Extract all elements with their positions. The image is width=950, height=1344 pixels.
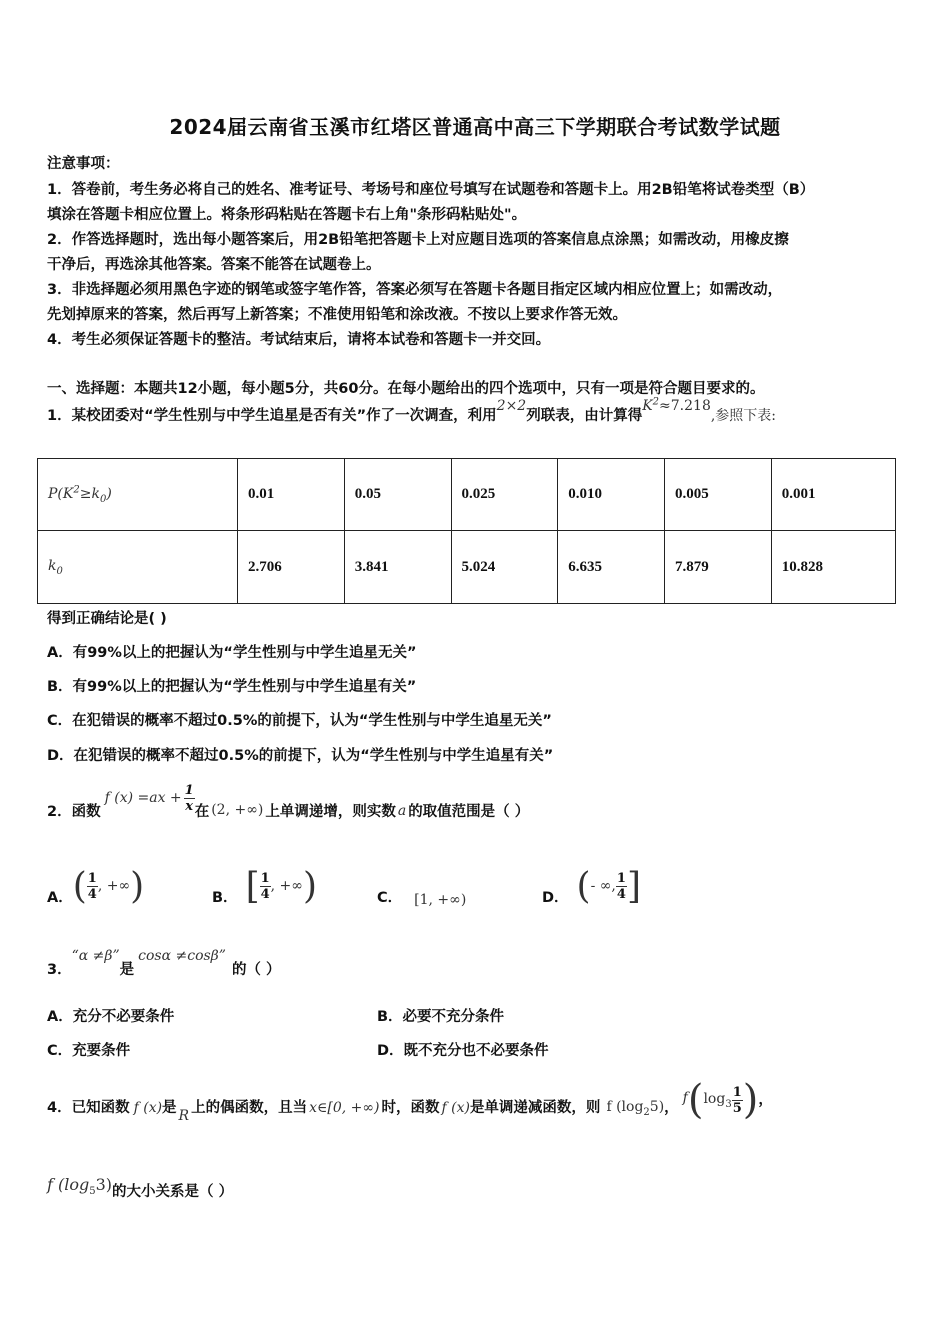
page-title: 2024届云南省玉溪市红塔区普通高中高三下学期联合考试数学试题: [169, 115, 781, 139]
table-cell: 0.01: [238, 459, 345, 531]
notice-line: 1．答卷前，考生务必将自己的姓名、准考证号、考场号和座位号填写在试题卷和答题卡上。用2B铅笔将试卷类型（B）: [47, 182, 815, 198]
right-paren: ): [302, 865, 317, 907]
option-b[interactable]: B． [ $\frac{1}{4}$ , +∞ ): [212, 865, 317, 907]
left-paren: (: [72, 865, 87, 907]
fraction: $\frac{1}{4}$: [616, 870, 626, 902]
option-c[interactable]: C．在犯错误的概率不超过0.5%的前提下，认为“学生性别与中学生追星无关”: [47, 713, 552, 729]
table-row-label: $P(K^2\ge k_0)$: [38, 459, 238, 531]
question-4-stem-cont: f $(\log_53)$的大小关系是（ ）: [47, 1175, 234, 1200]
notice-heading: 注意事项：: [47, 156, 120, 172]
section-heading: 一、选择题：本题共12小题，每小题5分，共60分。在每小题给出的四个选项中，只有一项是符合题目要求的。: [47, 381, 765, 397]
notice-line: 填涂在答题卡相应位置上。将条形码粘贴在答题卡右上角"条形码粘贴处"。: [47, 207, 527, 223]
notice-line: 干净后，再选涂其他答案。答案不能答在试题卷上。: [47, 257, 381, 273]
table-cell: 2.706: [238, 531, 345, 604]
option-b[interactable]: B．必要不充分条件: [377, 1009, 505, 1025]
right-bracket: ]: [626, 865, 641, 907]
option-d[interactable]: D．在犯错误的概率不超过0.5%的前提下，认为“学生性别与中学生追星有关”: [47, 748, 554, 764]
fraction: $\frac{1}{5}$: [732, 1084, 742, 1116]
question-1-prompt: 得到正确结论是( ): [47, 611, 167, 627]
table-cell: 0.005: [665, 459, 772, 531]
notice-line: 4．考生必须保证答题卡的整洁。考试结束后，请将本试卷和答题卡一并交回。: [47, 332, 551, 348]
option-d[interactable]: D． ( - ∞, $\frac{1}{4}$ ]: [542, 865, 641, 907]
option-a[interactable]: A． ( $\frac{1}{4}$ , +∞ ): [47, 865, 145, 907]
critical-value-table: [37, 458, 896, 604]
fraction: $\frac{1}{4}$: [87, 870, 97, 902]
right-paren: ): [742, 1077, 759, 1123]
notice-line: 2．作答选择题时，选出每小题答案后，用2B铅笔把答题卡上对应题目选项的答案信息点涂黑；如需改动，用橡皮擦: [47, 232, 789, 248]
table-cell: 3.841: [344, 531, 451, 604]
table-cell: 0.025: [451, 459, 558, 531]
table-cell: 5.024: [451, 531, 558, 604]
left-bracket: [: [245, 865, 260, 907]
left-paren: (: [576, 865, 591, 907]
option-b[interactable]: B．有99%以上的把握认为“学生性别与中学生追星有关”: [47, 679, 417, 695]
table-cell: 0.010: [558, 459, 665, 531]
notice-line: 先划掉原来的答案，然后再写上新答案；不准使用铅笔和涂改液。不按以上要求作答无效。: [47, 307, 627, 323]
notice-line: 3．非选择题必须用黑色字迹的钢笔或签字笔作答，答案必须写在答题卡各题目指定区域内相应位置上；如需改动，: [47, 282, 783, 298]
fraction: $\frac{1}{4}$: [260, 870, 270, 902]
table-cell: 0.001: [771, 459, 895, 531]
table-row-label: $k_0$: [38, 531, 238, 604]
question-3-stem: 3．“α ≠β”是cosα ≠cosβ”的（ ）: [47, 948, 281, 978]
option-a[interactable]: A．充分不必要条件: [47, 1009, 175, 1025]
option-d[interactable]: D．既不充分也不必要条件: [377, 1043, 549, 1059]
table-cell: 6.635: [558, 531, 665, 604]
option-c[interactable]: C．充要条件: [47, 1043, 131, 1059]
fraction: $\frac{1}{x}$: [184, 782, 194, 814]
table-cell: 7.879: [665, 531, 772, 604]
question-2-stem: 2．函数 f (x) =ax + $\frac{1}{x}$ 在 (2, +∞) 上单调递增，则实数 a 的取值范围是（ ）: [47, 782, 530, 820]
left-paren: (: [687, 1077, 704, 1123]
table-cell: 0.05: [344, 459, 451, 531]
table-cell: 10.828: [771, 531, 895, 604]
option-c[interactable]: C． [1, +∞): [377, 889, 467, 908]
table-row: [38, 459, 896, 531]
right-paren: ): [130, 865, 145, 907]
question-4-stem: 4．已知函数 f (x) 是 R 上的偶函数，且当 x∈[0, +∞) 时，函数 f (x) 是单调递减函数，则 f $(\log_25)$ ， f ( $\log_3$ $\frac{1}{5}$ ) ，: [47, 1077, 773, 1124]
table-row: [38, 531, 896, 604]
question-1-stem: 1．某校团委对“学生性别与中学生追星是否有关”作了一次调查，利用2×2列联表，由计算得$K^2\approx 7.218$,参照下表:: [47, 396, 777, 424]
option-a[interactable]: A．有99%以上的把握认为“学生性别与中学生追星无关”: [47, 645, 417, 661]
